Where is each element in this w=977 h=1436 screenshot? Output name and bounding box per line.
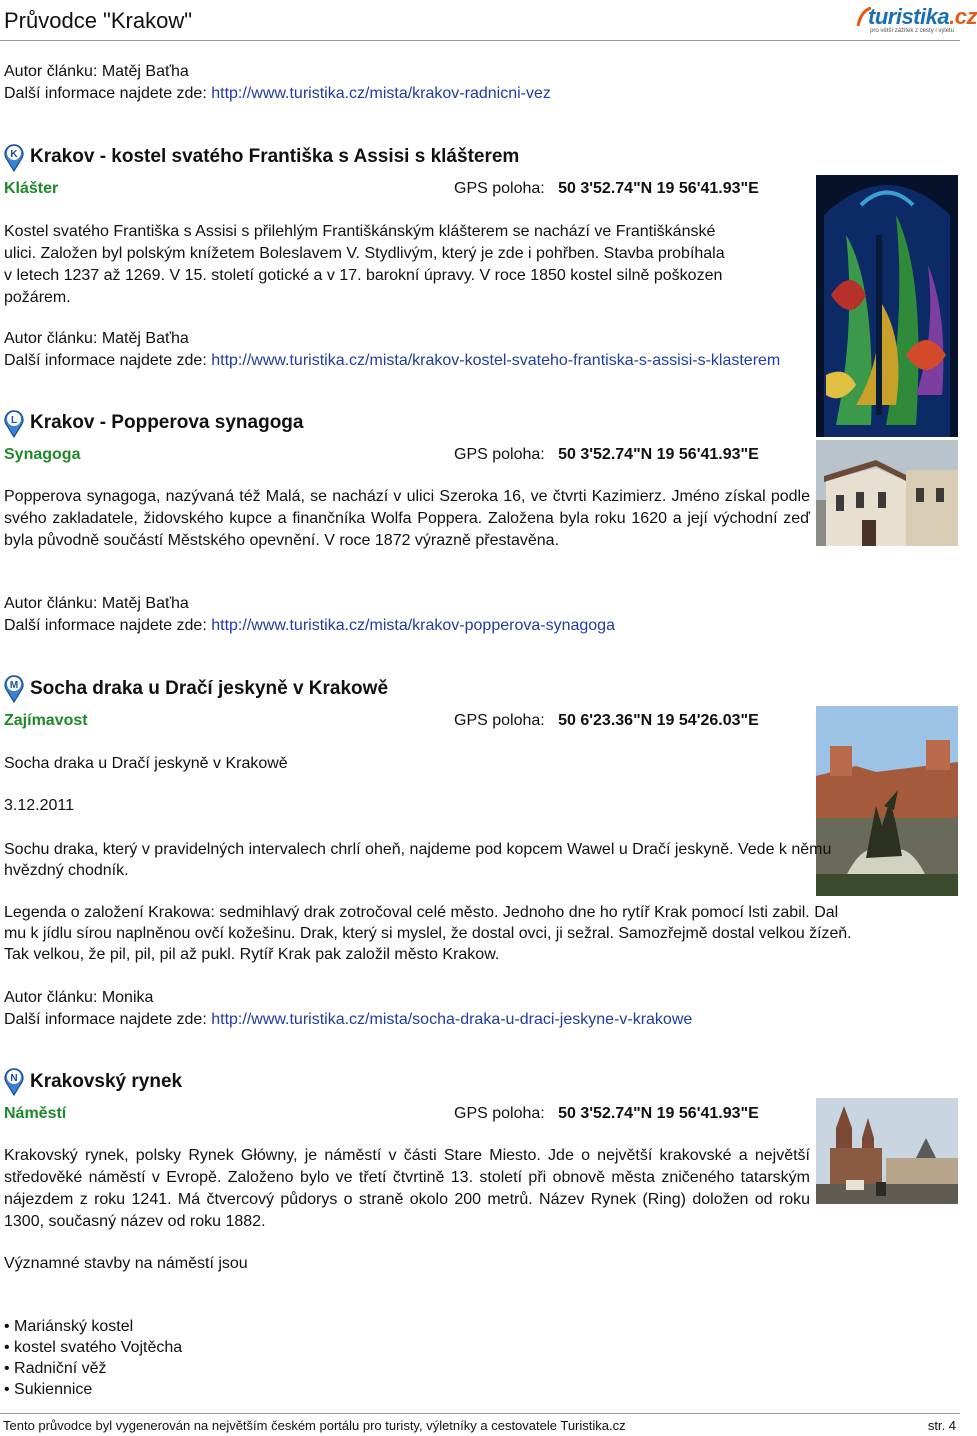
text-rynek: Krakovský rynek, polsky Rynek Główny, je náměstí v části Stare Miesto. Jde o největší krakovské a největší středověké náměstí v Evropě. Založeno bylo ve třetí čtvrtině 13. století při obnově města zničeného tatarským nájezdem z roku 1241. Má čtvercový půdorys o straně okolo 200 metrů. Název Rynek (Ring) doložen od roku 1300, současný název od roku 1882. [4, 1147, 810, 1230]
text-synagoga: Popperova synagoga, nazývaná též Malá, se nachází v ulici Szeroka 16, ve čtvrti Kazimierz. Jméno získal podle svého zakladatele, židovského kupce a finančníka Wolfa Poppera. Založena byla roku 1620 a její východní zeď byla původně součástí Městského opevnění. V roce 1872 výrazně přestavěna. [4, 488, 810, 549]
text-kostel-line-1: Kostel svatého Františka s Assisi s přilehlým Františkánským klášterem se nachází ve Františkánské [4, 223, 716, 240]
intro-author: Autor článku: Matěj Baťha [4, 63, 189, 80]
text-socha-p2-line-2: mu k jídlu sírou naplněnou ovčí kožešinu. Drak, který si myslel, že dostal ovci, ji sežral. Samozřejmě dostal velkou žízeň. [4, 925, 852, 942]
section-title-socha: Socha draka u Dračí jeskyně v Krakowě [30, 678, 389, 699]
text-socha-p2-line-3: Tak velkou, že pil, pil, pil až pukl. Rytíř Krak pak založil město Krakow. [4, 946, 500, 963]
text-socha-p1-line-1: Sochu draka, který v pravidelných intervalech chrlí oheň, najdeme pod kopcem Wawel u Dračí jeskyně. Vede k němu [4, 841, 832, 858]
author-kostel: Autor článku: Matěj Baťha [4, 330, 189, 347]
text-socha-p1-line-2: hvězdný chodník. [4, 862, 129, 879]
section-title-kostel: Krakov - kostel svatého Františka s Assisi s klášterem [30, 146, 520, 167]
more-info-socha [4, 1010, 692, 1030]
logo-tagline: pro větší zážitek z cesty i výletu [870, 28, 955, 34]
page-title: Průvodce "Krakow" [4, 8, 193, 33]
category-label-zajimavost: Zajímavost [4, 712, 88, 729]
category-label-klaster: Klášter [4, 180, 59, 197]
logo-wordmark: turistika.cz [868, 4, 977, 29]
section-title-rynek: Krakovský rynek [30, 1071, 183, 1092]
text-kostel-line-3: v letech 1237 až 1269. V 15. století gotické a v 17. barokní úpravy. V roce 1850 kostel silně poškozen [4, 267, 723, 284]
map-pin-k-icon [3, 142, 25, 172]
gps-socha: GPS poloha: 50 6'23.36"N 19 54'26.03"E [454, 712, 759, 729]
gps-rynek: GPS poloha: 50 3'52.74"N 19 56'41.93"E [454, 1105, 759, 1122]
footer-divider [0, 1413, 960, 1414]
more-info-link[interactable]: http://www.turistika.cz/mista/socha-draka-u-draci-jeskyne-v-krakowe [211, 1011, 693, 1028]
more-info-link[interactable]: http://www.turistika.cz/mista/krakov-kostel-svateho-frantiska-s-assisi-s-klasterem [211, 352, 781, 369]
svg-text:L: L [10, 415, 18, 426]
intro-more-info [4, 84, 551, 104]
map-pin-l-icon [3, 408, 25, 438]
text-kostel-line-4: požárem. [4, 289, 71, 306]
footer-text: Tento průvodce byl vygenerován na největším českém portálu pro turisty, výletníky a cestovatele Turistika.cz [3, 1418, 626, 1433]
gps-synagoga: GPS poloha: 50 3'52.74"N 19 56'41.93"E [454, 446, 759, 463]
more-info-label: Další informace najdete zde: [4, 1011, 207, 1028]
photo-stained-glass [816, 175, 958, 437]
text-kostel-line-2: ulici. Založen byl polským knížetem Boleslavem V. Stydlivým, který je zde i pohřben. Stavba probíhala [4, 245, 725, 262]
page-number: str. 4 [927, 1418, 956, 1433]
map-pin-m-icon [3, 673, 25, 703]
date-socha: 3.12.2011 [4, 797, 74, 814]
svg-text:M: M [9, 680, 19, 691]
more-info-label: Další informace najdete zde: [4, 352, 207, 369]
svg-text:K: K [10, 149, 18, 160]
list-item: • Radniční věž [4, 1360, 107, 1377]
photo-rynek [816, 1098, 958, 1204]
text-socha-p2-line-1: Legenda o založení Krakowa: sedmihlavý drak zotročoval celé město. Jednoho dne ho rytíř Krak pomocí lsti zabil. Dal [4, 904, 839, 921]
svg-text:N: N [10, 1073, 18, 1084]
author-synagoga: Autor článku: Matěj Baťha [4, 595, 189, 612]
list-item: • kostel svatého Vojtěcha [4, 1339, 183, 1356]
category-label-synagoga: Synagoga [4, 446, 81, 463]
category-label-namesti: Náměstí [4, 1105, 67, 1122]
section-title-synagoga: Krakov - Popperova synagoga [30, 412, 304, 433]
author-socha: Autor článku: Monika [4, 989, 154, 1006]
list-intro-rynek: Významné stavby na náměstí jsou [4, 1255, 248, 1272]
gps-kostel: GPS poloha: 50 3'52.74"N 19 56'41.93"E [454, 180, 759, 197]
more-info-synagoga [4, 616, 615, 636]
more-info-label: Další informace najdete zde: [4, 617, 207, 634]
turistika-logo[interactable] [856, 4, 977, 38]
more-info-link[interactable]: http://www.turistika.cz/mista/krakov-radnicni-vez [211, 85, 551, 102]
more-info-link[interactable]: http://www.turistika.cz/mista/krakov-popperova-synagoga [211, 617, 615, 634]
more-info-kostel [4, 351, 780, 371]
subtitle-socha: Socha draka u Dračí jeskyně v Krakowě [4, 755, 288, 772]
map-pin-n-icon [3, 1066, 25, 1096]
photo-synagoga [816, 440, 958, 546]
more-info-label: Další informace najdete zde: [4, 85, 207, 102]
header-divider [0, 40, 960, 41]
list-item: • Mariánský kostel [4, 1318, 134, 1335]
photo-dragon-statue [816, 706, 958, 896]
list-item: • Sukiennice [4, 1381, 93, 1398]
